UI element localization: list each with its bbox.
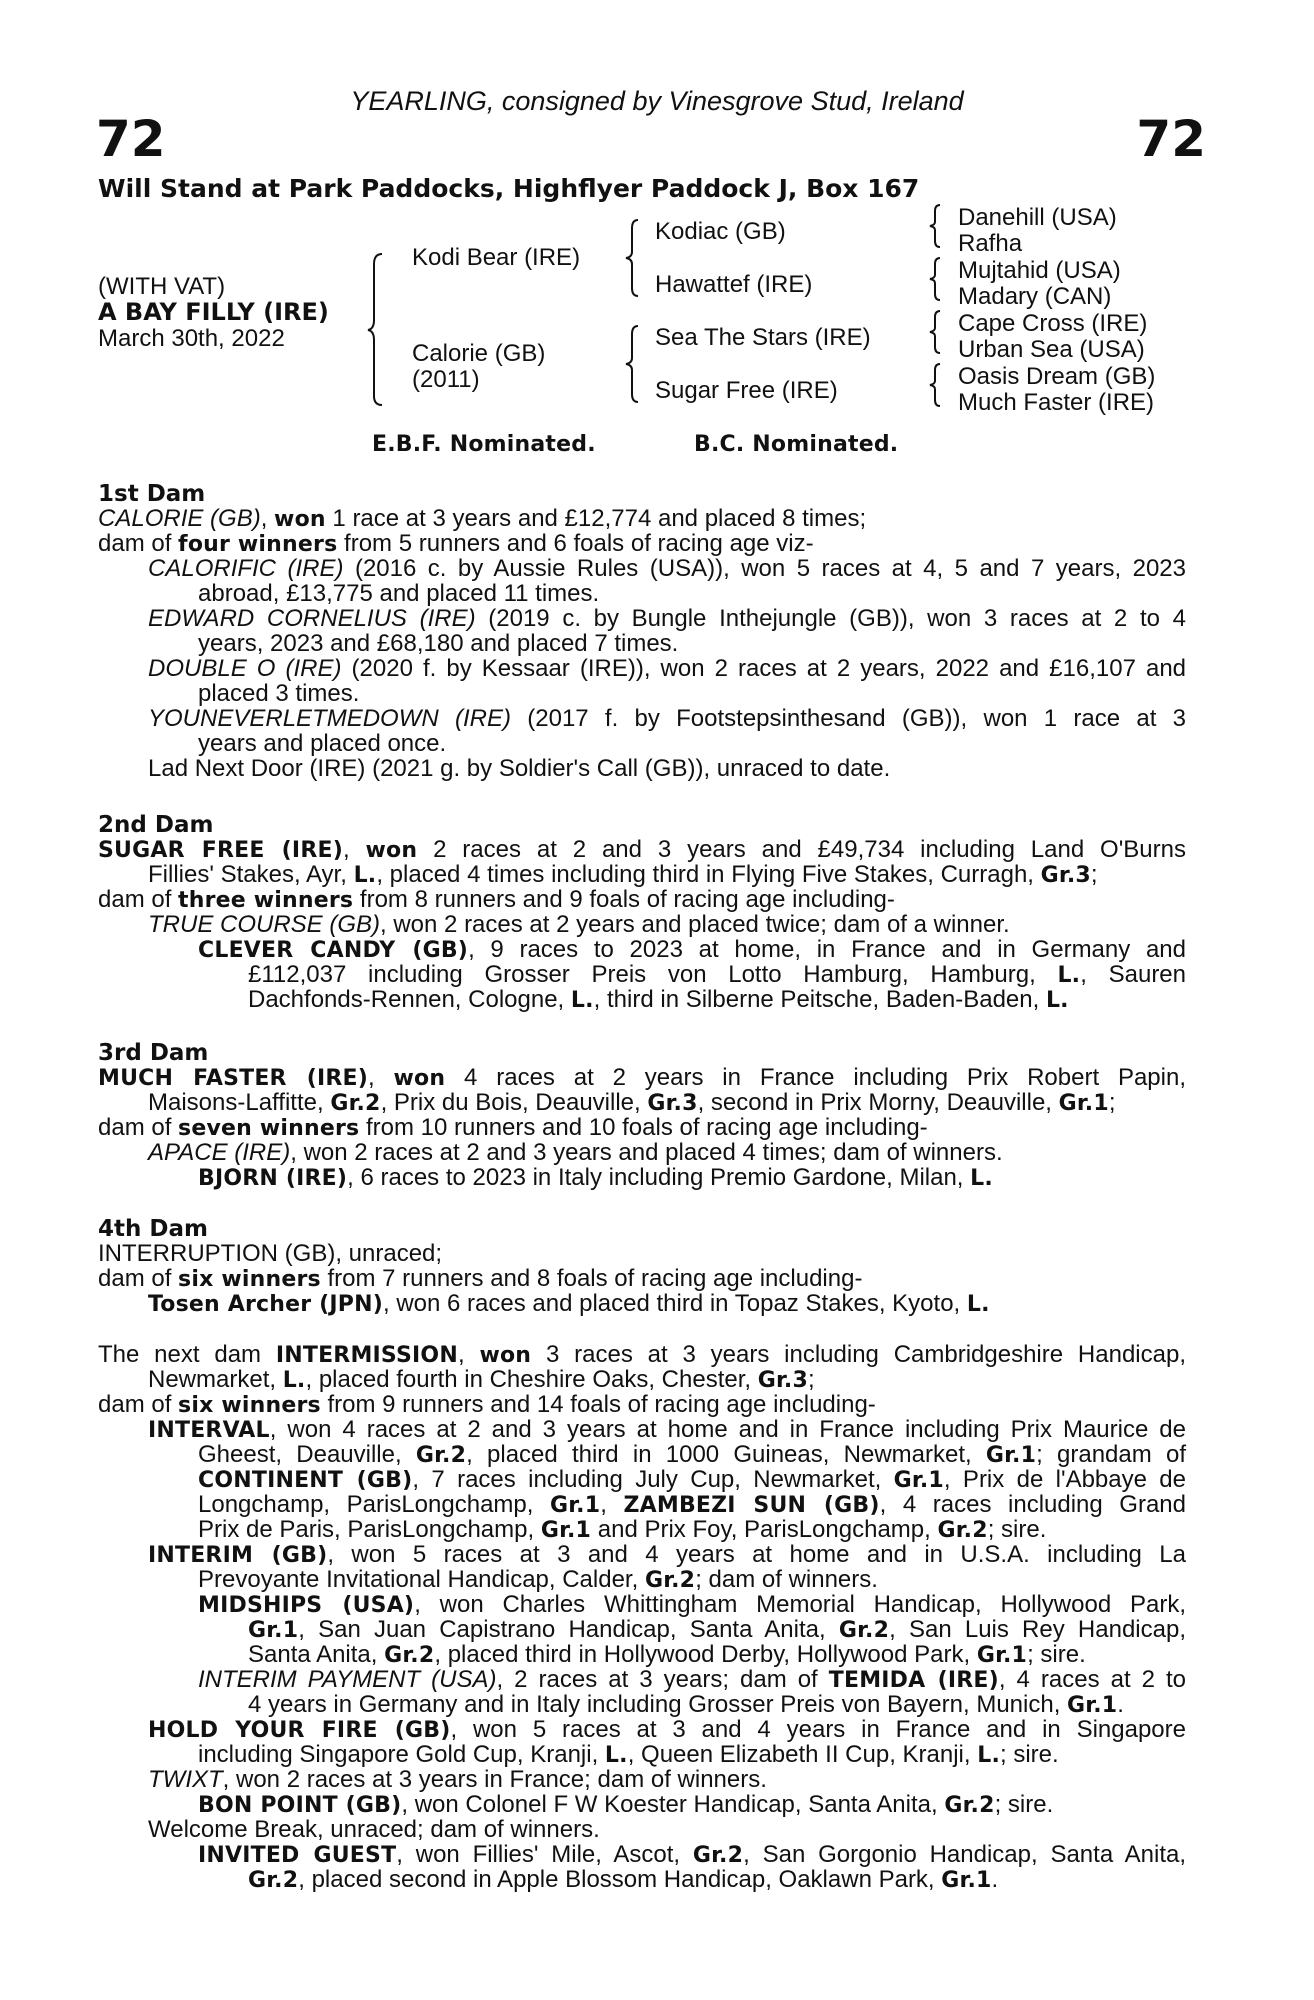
list-item: INTERIM (GB), won 5 races at 3 and 4 years at home and in U.S.A. including La [148,1541,1186,1568]
list-item-cont: Gr.2, placed second in Apple Blossom Handicap, Oaklawn Park, Gr.1. [248,1866,999,1893]
list-item-cont: 4 years in Germany and in Italy including Grosser Preis von Bayern, Munich, Gr.1. [248,1691,1124,1718]
list-item-cont: Gheest, Deauville, Gr.2, placed third in 1000 Guineas, Newmarket, Gr.1; grandam of [198,1441,1186,1468]
ebf-nomination: E.B.F. Nominated. [372,432,596,457]
g-brace-2 [930,256,946,302]
second-dam-record-cont: Fillies' Stakes, Ayr, L., placed 4 times including third in Flying Five Stakes, Curragh, Gr.3; [148,861,1098,888]
first-dam-produce: dam of four winners from 5 runners and 6 foals of racing age viz- [98,530,814,557]
list-item-cont: Longchamp, ParisLongchamp, Gr.1, ZAMBEZI SUN (GB), 4 races including Grand [198,1491,1187,1518]
list-item-cont: CONTINENT (GB), 7 races including July Cup, Newmarket, Gr.1, Prix de l'Abbaye de [198,1466,1187,1493]
list-item: BJORN (IRE), 6 races to 2023 in Italy including Premio Gardone, Milan, L. [198,1164,993,1191]
list-item-cont: Prevoyante Invitational Handicap, Calder, Gr.2; dam of winners. [198,1566,878,1593]
ggs-8: Much Faster (IRE) [958,389,1155,416]
main-brace [368,252,388,407]
sire: Kodi Bear (IRE) [412,244,581,271]
third-dam-record: MUCH FASTER (IRE), won 4 races at 2 years in France including Prix Robert Papin, [98,1064,1187,1091]
ggs-2: Rafha [958,230,1023,257]
list-item: Tosen Archer (JPN), won 6 races and placed third in Topaz Stakes, Kyoto, L. [148,1290,990,1317]
ggs-4: Madary (CAN) [958,283,1112,310]
lot-number-left: 72 [96,110,166,168]
list-item: CLEVER CANDY (GB), 9 races to 2023 at home, in France and in Germany and [198,936,1186,963]
list-item: TRUE COURSE (GB), won 2 races at 2 years and placed twice; dam of a winner. [148,911,1010,938]
dam-brace [626,324,646,404]
bc-nomination: B.C. Nominated. [694,432,899,457]
fourth-dam-heading: 4th Dam [98,1216,208,1242]
list-item-cont: £112,037 including Grosser Preis von Lotto Hamburg, Hamburg, L., Sauren [248,961,1187,988]
stand-location: Will Stand at Park Paddocks, Highflyer Paddock J, Box 167 [98,174,920,203]
ggs-3: Mujtahid (USA) [958,257,1121,284]
sire-sire: Kodiac (GB) [655,218,786,245]
second-dam-record: SUGAR FREE (IRE), won 2 races at 2 and 3 years and £49,734 including Land O'Burns [98,836,1186,863]
list-item-cont: placed 3 times. [198,680,360,707]
g-brace-1 [930,203,946,249]
list-item: BON POINT (GB), won Colonel F W Koester Handicap, Santa Anita, Gr.2; sire. [198,1791,1054,1818]
next-dam-produce: dam of six winners from 9 runners and 14 foals of racing age including- [98,1391,876,1418]
list-item-cont: Santa Anita, Gr.2, placed third in Hollywood Derby, Hollywood Park, Gr.1; sire. [248,1641,1086,1668]
sire-brace [626,218,646,298]
g-brace-3 [930,309,946,355]
ggs-1: Danehill (USA) [958,204,1117,231]
consignor-line: YEARLING, consigned by Vinesgrove Stud, Ireland [350,86,964,116]
list-item: Welcome Break, unraced; dam of winners. [148,1816,600,1843]
next-dam-record-cont: Newmarket, L., placed fourth in Cheshire Oaks, Chester, Gr.3; [148,1366,815,1393]
list-item: YOUNEVERLETMEDOWN (IRE) (2017 f. by Footstepsinthesand (GB)), won 1 race at 3 [148,705,1187,732]
second-dam-heading: 2nd Dam [98,812,214,838]
list-item: HOLD YOUR FIRE (GB), won 5 races at 3 and 4 years in France and in Singapore [148,1716,1186,1743]
dam-year: (2011) [412,366,480,393]
lot-number-right: 72 [1136,110,1206,168]
list-item-cont: including Singapore Gold Cup, Kranji, L., Queen Elizabeth II Cup, Kranji, L.; sire. [198,1741,1059,1768]
dam: Calorie (GB) [412,340,546,367]
third-dam-produce: dam of seven winners from 10 runners and 10 foals of racing age including- [98,1114,928,1141]
fourth-dam-record: INTERRUPTION (GB), unraced; [98,1240,443,1267]
vat-note: (WITH VAT) [98,273,226,300]
list-item-cont: Prix de Paris, ParisLongchamp, Gr.1 and Prix Foy, ParisLongchamp, Gr.2; sire. [198,1516,1047,1543]
list-item: CALORIFIC (IRE) (2016 c. by Aussie Rules (USA)), won 5 races at 4, 5 and 7 years, 2023 [148,555,1186,582]
ggs-7: Oasis Dream (GB) [958,363,1156,390]
list-item-cont: years and placed once. [198,730,447,757]
horse-name: A BAY FILLY (IRE) [98,298,329,326]
foaling-date: March 30th, 2022 [98,325,285,352]
fourth-dam-produce: dam of six winners from 7 runners and 8 foals of racing age including- [98,1265,863,1292]
list-item: TWIXT, won 2 races at 3 years in France; dam of winners. [148,1766,767,1793]
ggs-5: Cape Cross (IRE) [958,310,1148,337]
sire-dam: Hawattef (IRE) [655,271,813,298]
first-dam-record: CALORIE (GB), won 1 race at 3 years and £12,774 and placed 8 times; [98,505,867,532]
list-item-cont: Dachfonds-Rennen, Cologne, L., third in Silberne Peitsche, Baden-Baden, L. [248,986,1069,1013]
first-dam-heading: 1st Dam [98,481,206,507]
second-dam-produce: dam of three winners from 8 runners and 9 foals of racing age including- [98,886,895,913]
list-item: DOUBLE O (IRE) (2020 f. by Kessaar (IRE)), won 2 races at 2 years, 2022 and £16,107 and [148,655,1187,682]
next-dam-record: The next dam INTERMISSION, won 3 races at 3 years including Cambridgeshire Handicap, [98,1341,1186,1368]
list-item: INTERIM PAYMENT (USA), 2 races at 3 years; dam of TEMIDA (IRE), 4 races at 2 to [198,1666,1187,1693]
dam-sire: Sea The Stars (IRE) [655,324,871,351]
list-item: INTERVAL, won 4 races at 2 and 3 years at home and in France including Prix Maurice de [148,1416,1186,1443]
list-item: INVITED GUEST, won Fillies' Mile, Ascot, Gr.2, San Gorgonio Handicap, Santa Anita, [198,1841,1187,1868]
list-item: APACE (IRE), won 2 races at 2 and 3 years and placed 4 times; dam of winners. [148,1139,1003,1166]
list-item: EDWARD CORNELIUS (IRE) (2019 c. by Bungle Inthejungle (GB)), won 3 races at 2 to 4 [148,605,1186,632]
third-dam-heading: 3rd Dam [98,1040,209,1066]
ggs-6: Urban Sea (USA) [958,336,1145,363]
g-brace-4 [930,362,946,408]
list-item-cont: abroad, £13,775 and placed 11 times. [198,580,600,607]
list-item: MIDSHIPS (USA), won Charles Whittingham Memorial Handicap, Hollywood Park, [198,1591,1186,1618]
third-dam-record-cont: Maisons-Laffitte, Gr.2, Prix du Bois, Deauville, Gr.3, second in Prix Morny, Deauville, Gr.1; [148,1089,1116,1116]
list-item-cont: years, 2023 and £68,180 and placed 7 times. [198,630,679,657]
list-item: Lad Next Door (IRE) (2021 g. by Soldier's Call (GB)), unraced to date. [148,755,891,782]
list-item-cont: Gr.1, San Juan Capistrano Handicap, Santa Anita, Gr.2, San Luis Rey Handicap, [248,1616,1186,1643]
dam-dam: Sugar Free (IRE) [655,377,838,404]
